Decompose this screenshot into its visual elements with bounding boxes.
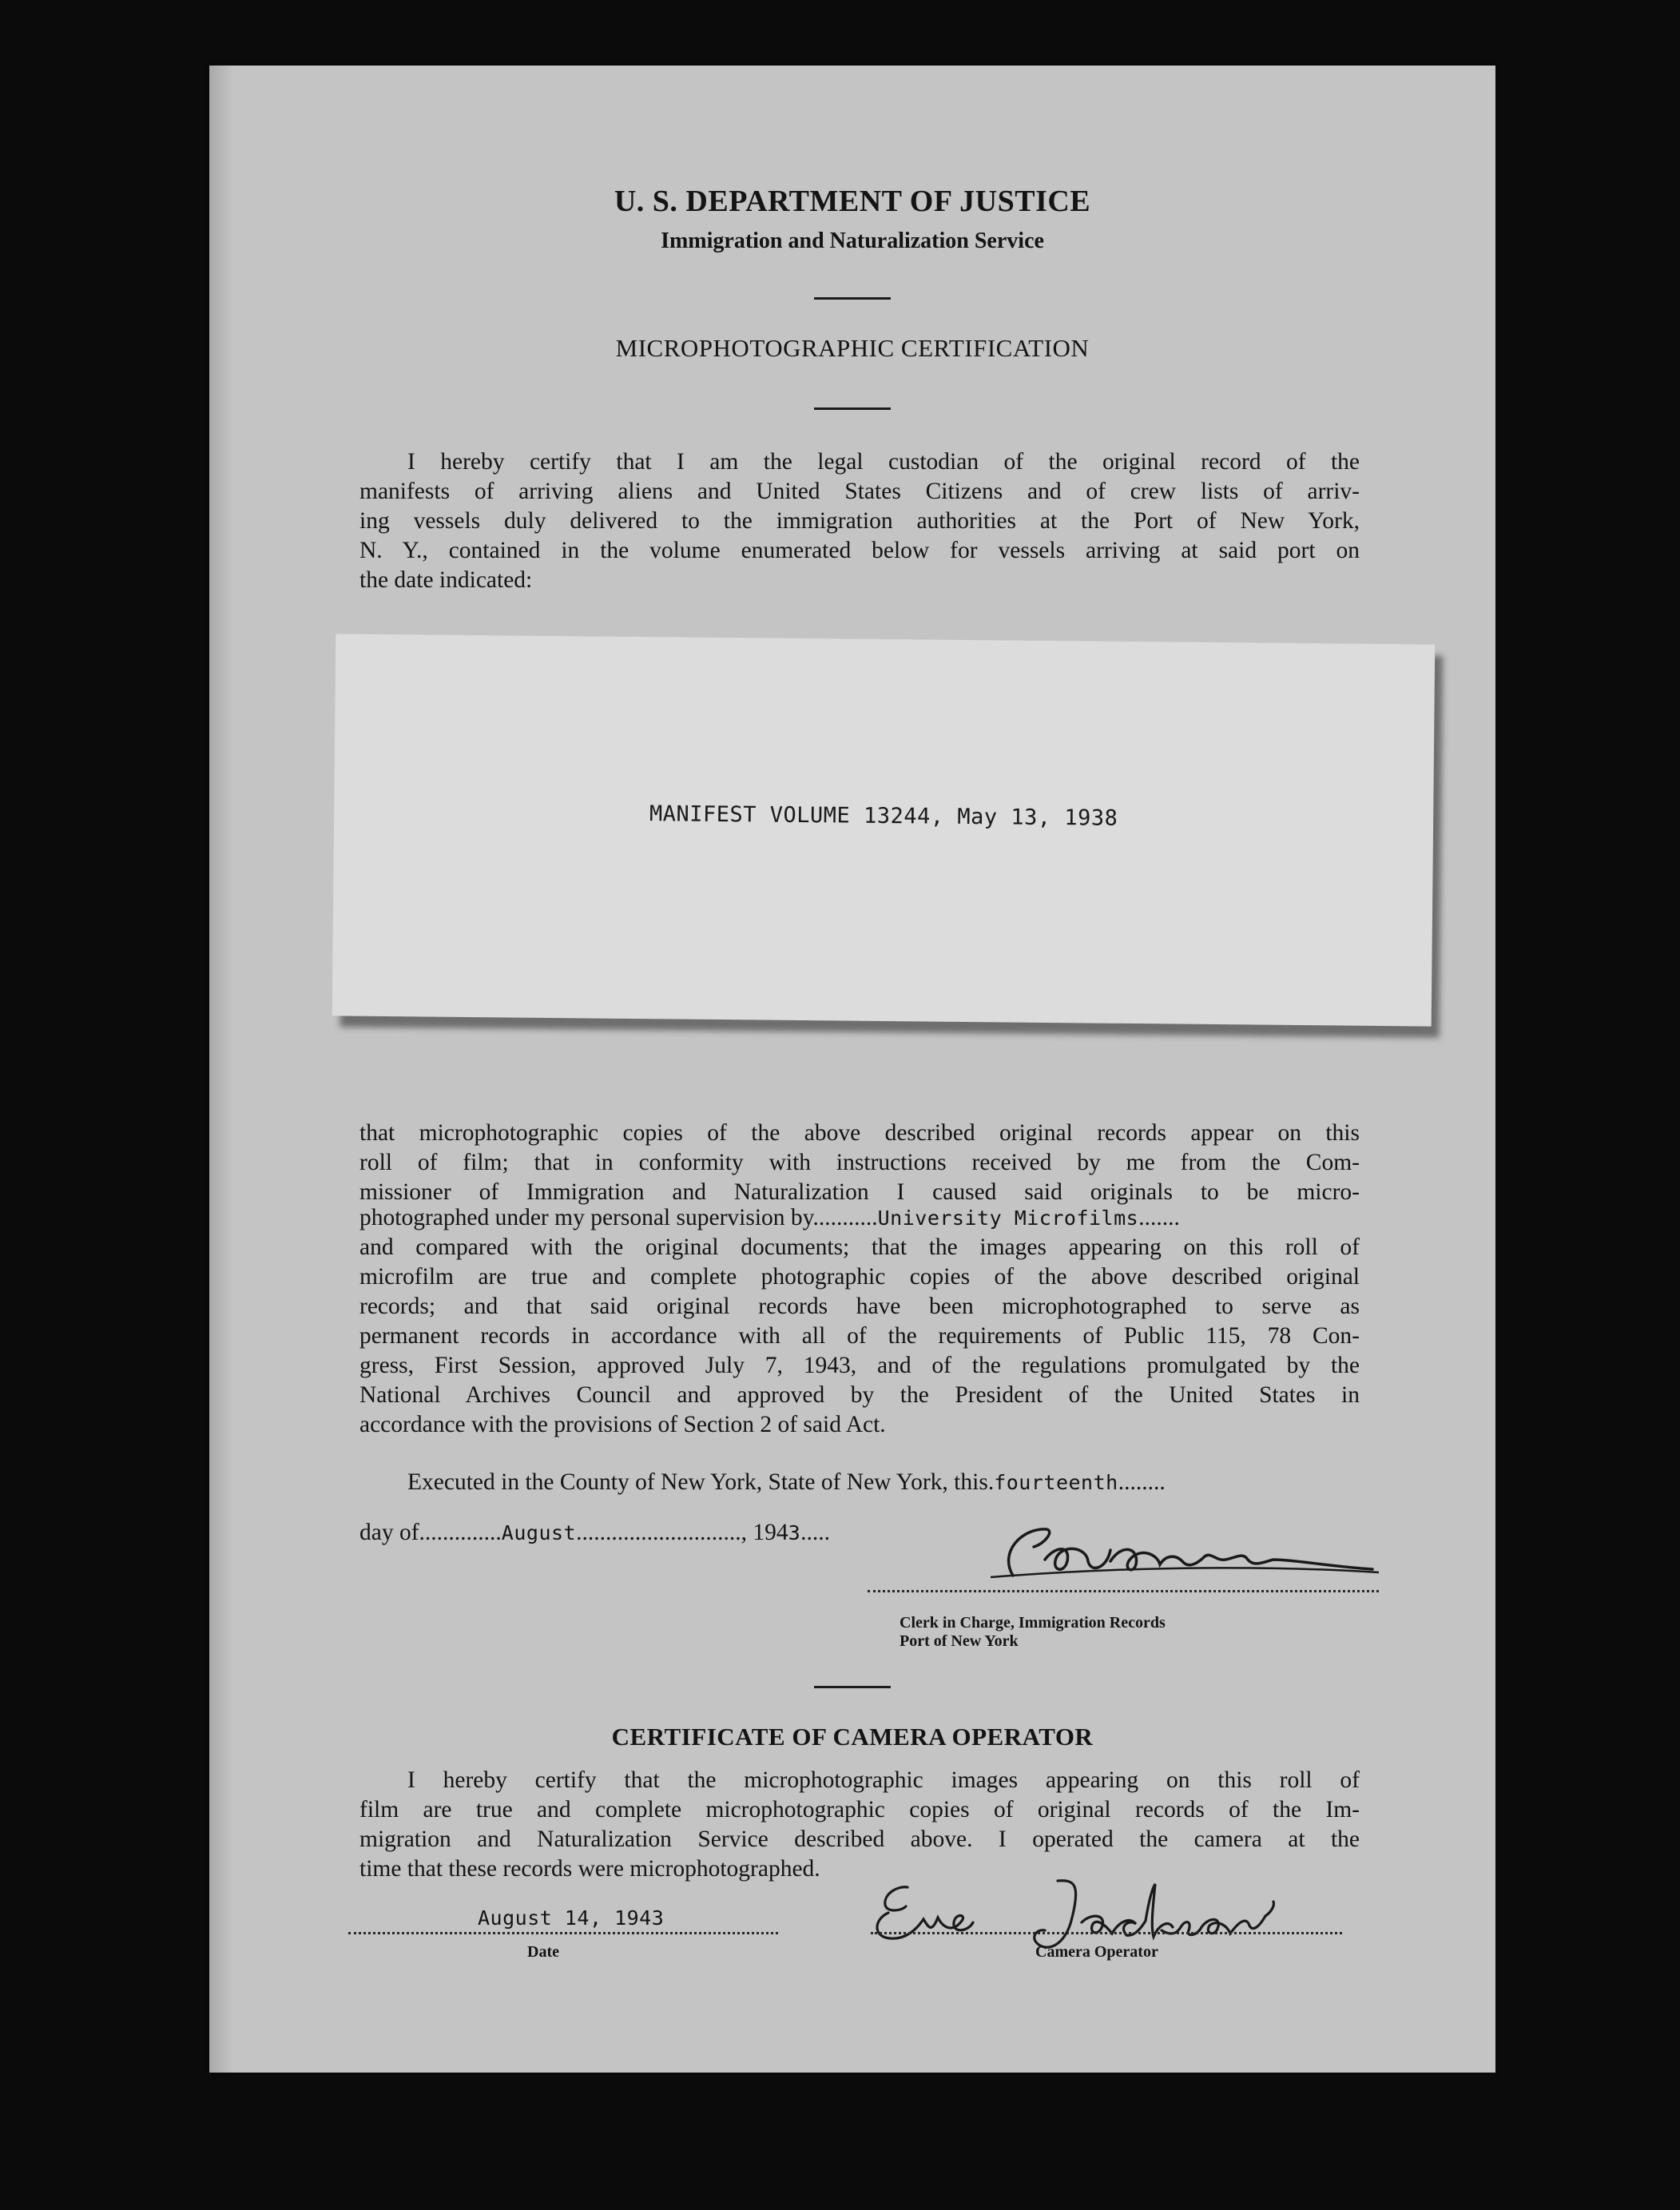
month-value: August (501, 1521, 577, 1544)
executed-day-value: fourteenth (994, 1471, 1118, 1494)
body-line: microfilm are true and complete photographic copies of the above described original (359, 1264, 1360, 1290)
intro-line: manifests of arriving aliens and United States Citizens and of crew lists of arriv- (359, 479, 1360, 504)
year-prefix: , 194 (741, 1520, 788, 1545)
day-of-label: day of (359, 1520, 419, 1545)
service-subtitle: Immigration and Naturalization Service (661, 229, 1044, 253)
certification-title: MICROPHOTOGRAPHIC CERTIFICATION (615, 334, 1090, 362)
camera-paragraph (359, 1766, 1360, 1884)
executed-prefix: Executed in the County of New York, State of New York, this (407, 1469, 988, 1495)
certificate-page (209, 66, 1495, 2073)
body-line: permanent records in accordance with all of the requirements of Public 115, 78 Con- (359, 1323, 1360, 1349)
camera-operator-line (871, 1932, 1342, 1934)
camera-line: time that these records were microphotographed. (359, 1856, 820, 1882)
year-value: 3 (788, 1521, 801, 1544)
supervision-value: University Microfilms (877, 1206, 1139, 1230)
clerk-signature-line (868, 1590, 1379, 1592)
body-line: roll of film; that in conformity with instructions received by me from the Com- (359, 1150, 1360, 1175)
camera-line: film are true and complete microphotographic copies of original records of the Im- (359, 1797, 1360, 1822)
supervision-line: photographed under my personal supervision by...........University Microfilms....... (359, 1205, 1180, 1230)
camera-date-value: August 14, 1943 (478, 1906, 665, 1930)
body-line: missioner of Immigration and Naturalization I caused said originals to be micro- (359, 1179, 1360, 1205)
divider-rule (814, 1686, 891, 1688)
manifest-volume-text: MANIFEST VOLUME 13244, May 13, 1938 (649, 801, 1118, 831)
body-line: accordance with the provisions of Section 2 of said Act. (359, 1412, 886, 1437)
intro-line: I hereby certify that I am the legal custodian of the original record of the (407, 449, 1360, 475)
intro-line: the date indicated: (359, 567, 533, 593)
camera-date-label: Date (527, 1943, 559, 1961)
body-line: and compared with the original documents; that the images appearing on this roll of (359, 1234, 1360, 1260)
body-line: records; and that said original records have been microphotographed to serve as (359, 1294, 1360, 1319)
body-line: gress, First Session, approved July 7, 1943, and of the regulations promulgated by the (359, 1353, 1360, 1378)
body-paragraph-cont (359, 1233, 1360, 1440)
intro-line: N. Y., contained in the volume enumerated below for vessels arriving at said port on (359, 538, 1360, 563)
body-line: National Archives Council and approved by the President of the United States in (359, 1382, 1360, 1408)
camera-line: I hereby certify that the microphotographic images appearing on this roll of (407, 1767, 1360, 1793)
clerk-title-line: Clerk in Charge, Immigration Records (900, 1614, 1166, 1632)
intro-line: ing vessels duly delivered to the immigration authorities at the Port of New York, (359, 508, 1360, 534)
divider-rule (814, 297, 891, 300)
day-of-line: day of..............August............................, 1943..... (359, 1520, 831, 1545)
camera-line: migration and Naturalization Service described above. I operated the camera at the (359, 1826, 1360, 1852)
department-title: U. S. DEPARTMENT OF JUSTICE (614, 185, 1091, 218)
intro-paragraph (359, 447, 1360, 595)
camera-operator-label: Camera Operator (1035, 1943, 1158, 1961)
manifest-insert-slip (332, 634, 1436, 1026)
camera-certificate-title: CERTIFICATE OF CAMERA OPERATOR (611, 1723, 1094, 1751)
body-paragraph (359, 1119, 1360, 1207)
executed-line: Executed in the County of New York, State of New York, this.fourteenth........ (407, 1469, 1166, 1495)
clerk-signature (951, 1512, 1382, 1584)
divider-rule (814, 407, 891, 410)
body-line: that microphotographic copies of the above described original records appear on this (359, 1120, 1360, 1146)
supervision-prefix: photographed under my personal supervision by (359, 1205, 813, 1230)
clerk-title-line: Port of New York (900, 1632, 1019, 1650)
camera-date-line (348, 1932, 778, 1934)
clerk-title (900, 1614, 1166, 1651)
